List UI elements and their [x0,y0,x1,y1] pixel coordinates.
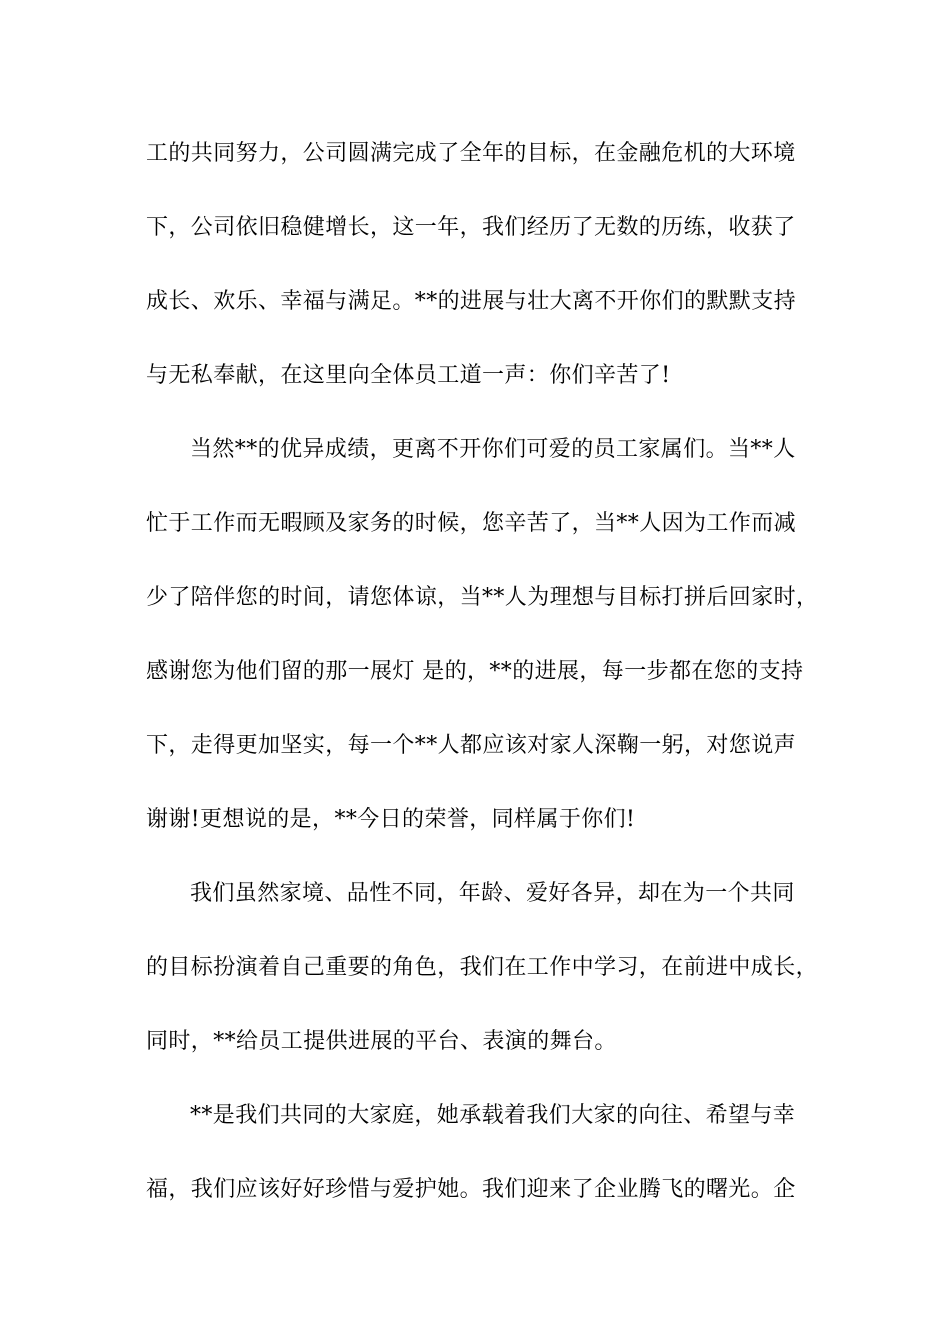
text-line: 少了陪伴您的时间，请您体谅，当**人为理想与目标打拼后回家时， [146,585,819,610]
text-line: 福，我们应该好好珍惜与爱护她。我们迎来了企业腾飞的曙光。企 [146,1177,796,1202]
text-line: 同时，**给员工提供进展的平台、表演的舞台。 [146,1029,617,1054]
text-line: 成长、欢乐、幸福与满足。**的进展与壮大离不开你们的默默支持 [146,289,797,314]
paragraph-first-line: 我们虽然家境、品性不同，年龄、爱好各异，却在为一个共同 [190,881,795,906]
text-line: 下，走得更加坚实，每一个**人都应该对家人深鞠一躬，对您说声 [146,733,797,758]
text-line: 的目标扮演着自己重要的角色，我们在工作中学习，在前进中成长， [146,955,819,980]
paragraph-first-line: 当然**的优异成绩，更离不开你们可爱的员工家属们。当**人 [190,437,796,462]
text-line: 与无私奉献，在这里向全体员工道一声：你们辛苦了! [146,363,671,388]
document-body [146,128,819,1238]
paragraph-first-line: **是我们共同的大家庭，她承载着我们大家的向往、希望与幸 [190,1103,796,1128]
text-line: 感谢您为他们留的那一展灯 是的，**的进展，每一步都在您的支持 [146,659,804,684]
text-line: 谢谢!更想说的是，**今日的荣誉，同样属于你们! [146,807,636,832]
text-line: 忙于工作而无暇顾及家务的时候，您辛苦了，当**人因为工作而减 [146,511,797,536]
text-line: 下，公司依旧稳健增长，这一年，我们经历了无数的历练，收获了 [146,215,796,240]
text-line: 工的共同努力，公司圆满完成了全年的目标，在金融危机的大环境 [146,141,796,166]
